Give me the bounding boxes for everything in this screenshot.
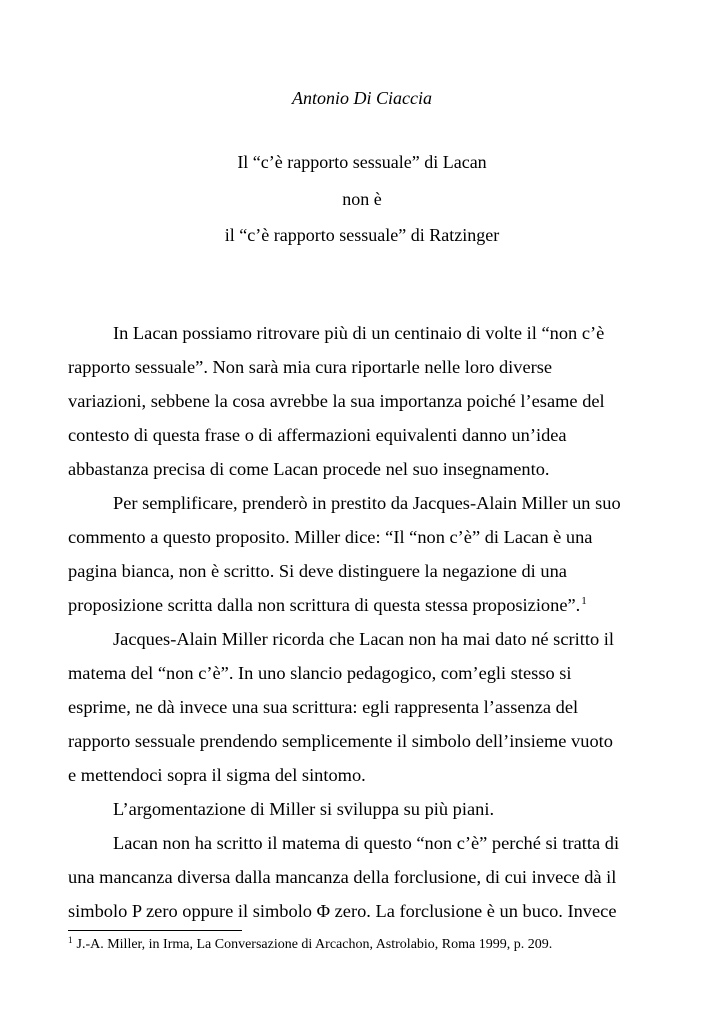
footnote-separator	[68, 930, 242, 931]
body-line: esprime, ne dà invece una sua scrittura: egli rappresenta l’assenza del	[68, 697, 579, 717]
body-line: una mancanza diversa dalla mancanza della forclusione, di cui invece dà il	[68, 867, 617, 887]
title-line-3: il “c’è rapporto sessuale” di Ratzinger	[224, 225, 500, 245]
body-line: commento a questo proposito. Miller dice: “Il “non c’è” di Lacan è una	[68, 527, 593, 547]
body-line: e mettendoci sopra il sigma del sintomo.	[68, 765, 366, 785]
body-line: variazioni, sebbene la cosa avrebbe la sua importanza poiché l’esame del	[68, 391, 605, 411]
body-line: L’argomentazione di Miller si sviluppa su più piani.	[113, 799, 495, 819]
body-line: rapporto sessuale”. Non sarà mia cura riportarle nelle loro diverse	[68, 357, 553, 377]
body-line: Lacan non ha scritto il matema di questo “non c’è” perché si tratta di	[113, 833, 620, 853]
body-line: Jacques-Alain Miller ricorda che Lacan non ha mai dato né scritto il	[113, 629, 614, 649]
footnote-text: J.-A. Miller, in Irma, La Conversazione di Arcachon, Astrolabio, Roma 1999, p. 209.	[76, 937, 553, 952]
title-line-2: non è	[342, 189, 382, 209]
body-line: abbastanza precisa di come Lacan procede nel suo insegnamento.	[68, 459, 550, 479]
body-line: In Lacan possiamo ritrovare più di un centinaio di volte il “non c’è	[113, 323, 605, 343]
footnote	[68, 937, 552, 953]
body-line: contesto di questa frase o di affermazioni equivalenti danno un’idea	[68, 425, 567, 445]
author-name: Antonio Di Ciaccia	[292, 88, 432, 108]
title-line-1: Il “c’è rapporto sessuale” di Lacan	[237, 152, 487, 172]
body-line: Per semplificare, prenderò in prestito da Jacques-Alain Miller un suo	[113, 493, 621, 513]
body-line: pagina bianca, non è scritto. Si deve distinguere la negazione di una	[68, 561, 567, 581]
body-line: matema del “non c’è”. In uno slancio pedagogico, com’egli stesso si	[68, 663, 572, 683]
body-line: simbolo P zero oppure il simbolo Φ zero. La forclusione è un buco. Invece	[68, 901, 617, 921]
footnote-reference[interactable]: 1	[581, 595, 587, 607]
body-line: rapporto sessuale prendendo semplicemente il simbolo dell’insieme vuoto	[68, 731, 613, 751]
body-line-with-footnote	[68, 594, 587, 619]
footnote-number: 1	[68, 935, 73, 945]
body-line-text: proposizione scritta dalla non scrittura di questa stessa proposizione”.	[68, 595, 581, 615]
